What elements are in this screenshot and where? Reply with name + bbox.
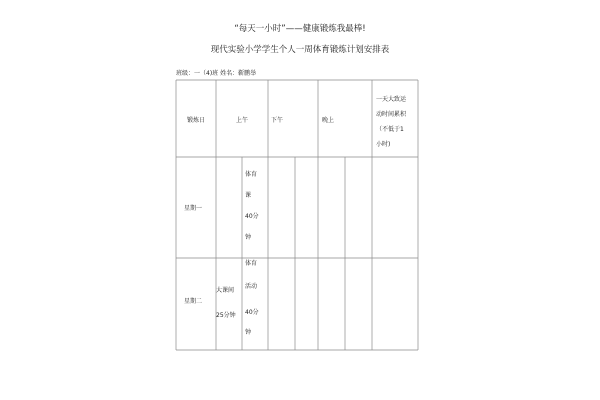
row-day-tuesday: 星期二 [184,298,203,305]
activity-line: 体育 [245,260,258,267]
activity-line: 活动 [245,283,258,290]
activity-line: 钟 [245,234,252,241]
header-daily-total-line: （不低于1 [376,126,404,133]
student-info: 班级：一（4)班 姓名：靳鹏举 [176,70,257,77]
header-morning: 上午 [236,117,249,124]
header-evening: 晚上 [322,117,335,124]
header-daily-total-line: 一天大致运 [376,96,407,103]
activity-line: 40分 [245,213,259,220]
header-daily-total-line: 动时间累积 [376,111,407,118]
activity-line: 体育 [245,171,258,178]
header-day: 锻炼日 [187,117,206,124]
page-title: “每天一小时”——健康锻炼我最棒! [234,24,366,34]
activity-line: 钟 [245,329,252,336]
header-daily-total-line: 小时) [376,141,391,148]
break-line: 25分钟 [216,312,236,319]
page-subtitle: 现代实验小学学生个人一周体育锻炼计划安排表 [210,45,390,55]
break-line: 大课间 [216,287,235,294]
activity-line: 40分 [245,309,259,316]
header-afternoon: 下午 [271,117,284,124]
activity-line: 课 [245,192,252,199]
row-day-monday: 星期一 [184,205,203,212]
